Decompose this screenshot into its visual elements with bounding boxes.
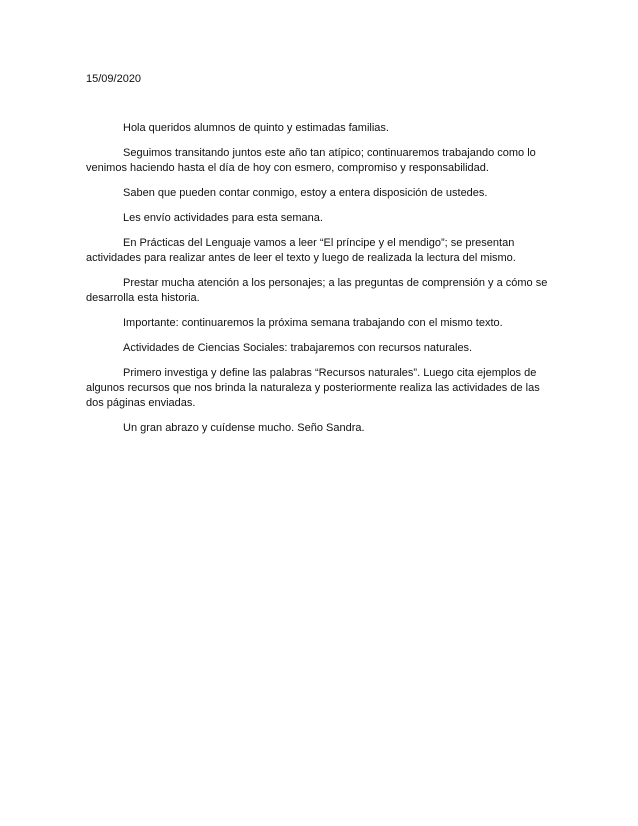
closing-paragraph: Un gran abrazo y cuídense mucho. Seño Sandra. (123, 422, 365, 434)
document-date: 15/09/2020 (86, 73, 142, 85)
greeting-paragraph: Hola queridos alumnos de quinto y estimadas familias. (123, 122, 389, 134)
paragraph-social-sciences: Actividades de Ciencias Sociales: trabajaremos con recursos naturales. (123, 342, 473, 354)
paragraph-attention-characters: Prestar mucha atención a los personajes; a las preguntas de comprensión y a cómo se desarrolla esta historia. (86, 277, 548, 304)
paragraph-availability: Saben que pueden contar conmigo, estoy a entera disposición de ustedes. (123, 187, 488, 199)
paragraph-activities-intro: Les envío actividades para esta semana. (123, 212, 323, 224)
paragraph-language-practices: En Prácticas del Lenguaje vamos a leer “El príncipe y el mendigo”; se presentan actividades para realizar antes de leer el texto y luego de realizada la lectura del mismo. (86, 237, 516, 264)
paragraph-important-note: Importante: continuaremos la próxima semana trabajando con el mismo texto. (123, 317, 503, 329)
paragraph-research-instructions: Primero investiga y define las palabras “Recursos naturales”. Luego cita ejemplos de algunos recursos que nos brinda la naturaleza y posteriormente realiza las actividades de las dos páginas enviadas. (86, 367, 540, 409)
paragraph-year-progress: Seguimos transitando juntos este año tan atípico; continuaremos trabajando como lo venimos haciendo hasta el día de hoy con esmero, compromiso y responsabilidad. (86, 147, 536, 174)
document-body (86, 72, 556, 446)
